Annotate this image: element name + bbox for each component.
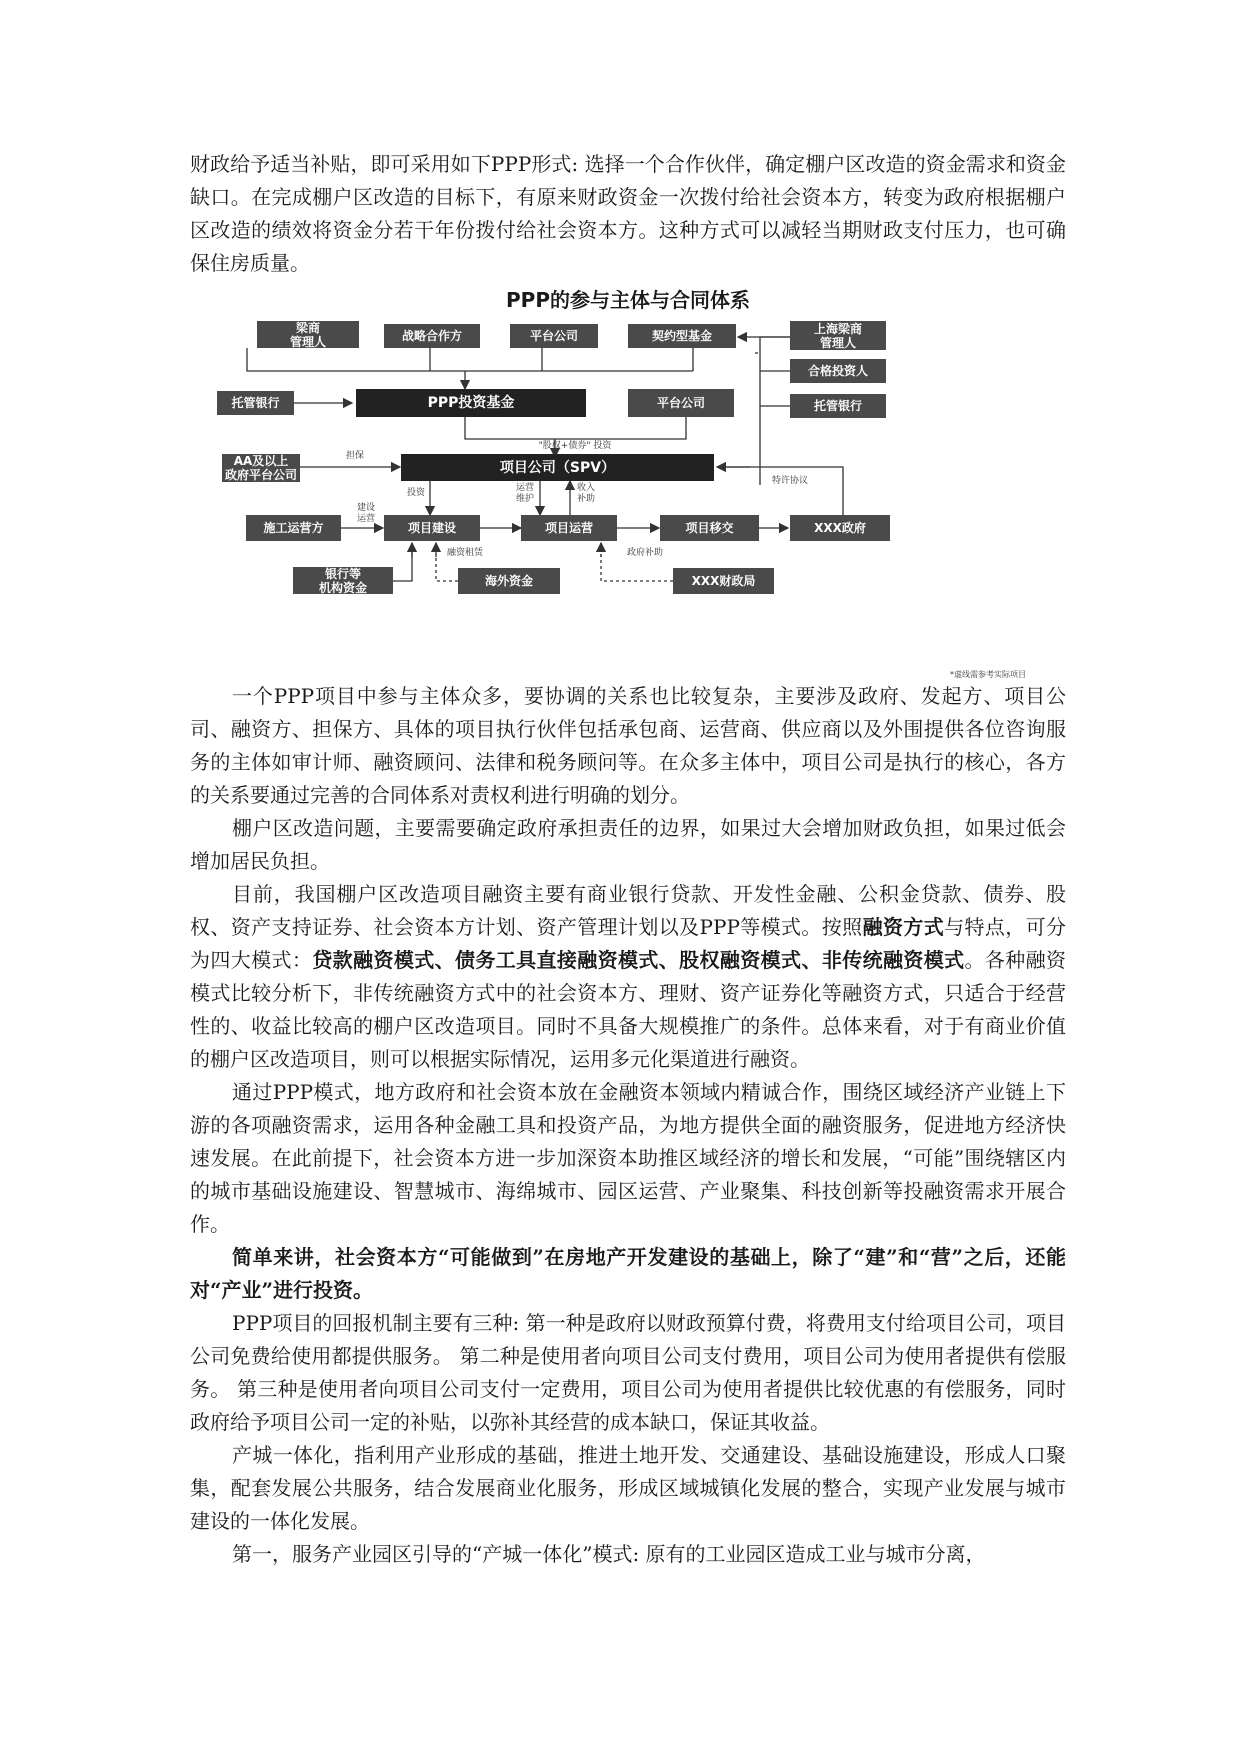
box-construction-operator: 施工运营方 — [246, 515, 341, 541]
box-contract-fund: 契约型基金 — [628, 324, 736, 348]
box-bank-funds: 银行等 机构资金 — [293, 567, 393, 594]
label-gov-subsidy: 政府补助 — [626, 548, 663, 558]
box-ppp-fund: PPP投资基金 — [356, 389, 586, 417]
body-paragraph — [190, 812, 1066, 878]
label-income-subsidy: 收入 补助 — [576, 483, 595, 504]
box-liangshang-manager: 梁商 管理人 — [257, 321, 359, 348]
text-run: 一个PPP项目中参与主体众多，要协调的关系也比较复杂，主要涉及政府、发起方、项目公司、融资方、担保方、具体的项目执行伙伴包括承包商、运营商、供应商以及外围提供各位咨询服务的主体如审计师、融资顾问、法律和税务顾问等。在众多主体中，项目公司是执行的核心，各方的关系要通过完善的合同体系对责权利进行明确的划分。 — [190, 684, 1066, 807]
box-project-transfer: 项目移交 — [660, 515, 759, 541]
bold-run: 简单来讲，社会资本方“可能做到”在房地产开发建设的基础上，除了“建”和“营”之后，还能对“产业”进行投资。 — [190, 1245, 1066, 1302]
label-operation-maintenance: 运营 维护 — [515, 483, 534, 504]
intro-paragraph: 财政给予适当补贴，即可采用如下PPP形式: 选择一个合作伙伴，确定棚户区改造的资金需求和资金缺口。在完成棚户区改造的目标下，有原来财政资金一次拨付给社会资本方，转变为政府根据棚户区改造的绩效将资金分若干年份拨付给社会资本方。这种方式可以减轻当期财政支付压力，也可确保住房质量。 — [190, 152, 1066, 275]
text-run: PPP项目的回报机制主要有三种: 第一种是政府以财政预算付费，将费用支付给项目公司，项目公司免费给使用都提供服务。 第二种是使用者向项目公司支付费用，项目公司为使用者提供有偿服务。 第三种是使用者向项目公司支付一定费用，项目公司为使用者提供比较优惠的有偿服务，同时政府给予项目公司一定的补贴，以弥补其经营的成本缺口，保证其收益。 — [190, 1311, 1066, 1434]
box-custodian-left: 托管银行 — [217, 391, 294, 415]
text-run: 。各种融资模式比较分析下，非传统融资方式中的社会资本方、理财、资产证券化等融资方式，只适合于经营性的、收益比较高的棚户区改造项目。同时不具备大规模推广的条件。总体来看，对于有商业价值的棚户区改造项目，则可以根据实际情况，运用多元化渠道进行融资。 — [190, 948, 1067, 1071]
label-finance-lease: 融资租赁 — [446, 548, 483, 558]
box-strategic-partner: 战略合作方 — [384, 324, 480, 348]
box-aa-platform: AA及以上 政府平台公司 — [222, 454, 300, 482]
body-paragraph — [190, 1439, 1066, 1538]
label-equity-debt: "股权+债券" 投资 — [538, 441, 612, 451]
document-page — [190, 148, 1066, 1571]
box-shanghai-manager: 上海梁商 管理人 — [790, 321, 886, 350]
label-build-operate: 建设 运营 — [356, 503, 375, 524]
connector-top-bus — [247, 348, 693, 371]
box-finance-bureau: XXX财政局 — [673, 568, 774, 594]
box-qualified-investor: 合格投资人 — [790, 359, 886, 383]
text-run: 与特点，可分为四大模式： — [190, 915, 1067, 972]
box-spv: 项目公司（SPV） — [401, 454, 714, 481]
bold-run: 融资方式 — [862, 915, 945, 939]
text-run: 通过PPP模式，地方政府和社会资本放在金融资本领域内精诚合作，围绕区域经济产业链上下游的各项融资需求，运用各种金融工具和投资产品，为地方提供全面的融资服务，促进地方经济快速发展。在此前提下，社会资本方进一步加深资本助推区域经济的增长和发展，“可能”围绕辖区内的城市基础设施建设、智慧城市、海绵城市、园区运营、产业聚集、科技创新等投融资需求开展合作。 — [190, 1080, 1066, 1236]
label-investment: 投资 — [406, 488, 425, 498]
body-paragraph — [190, 1076, 1066, 1241]
box-platform-top: 平台公司 — [510, 324, 598, 348]
label-franchise: 特许协议 — [771, 476, 808, 486]
text-run: 第一，服务产业园区引导的“产城一体化”模式: 原有的工业园区造成工业与城市分离， — [232, 1542, 986, 1566]
box-government: XXX政府 — [790, 515, 890, 541]
body-paragraph — [190, 680, 1066, 812]
body-paragraph — [190, 1538, 1066, 1571]
box-platform-mid: 平台公司 — [628, 389, 734, 417]
box-overseas-funds: 海外资金 — [458, 568, 560, 594]
text-run: 目前，我国棚户区改造项目融资主要有商业银行贷款、开发性金融、公积金贷款、债券、股权、资产支持证券、社会资本方计划、资产管理计划以及PPP等模式。按照 — [190, 882, 1066, 939]
body-paragraph — [190, 1241, 1066, 1307]
text-run: 产城一体化，指利用产业形成的基础，推进土地开发、交通建设、基础设施建设，形成人口聚集，配套发展公共服务，结合发展商业化服务，形成区域城镇化发展的整合，实现产业发展与城市建设的一体化发展。 — [190, 1443, 1066, 1533]
text-run: 棚户区改造问题，主要需要确定政府承担责任的边界，如果过大会增加财政负担，如果过低会增加居民负担。 — [190, 816, 1066, 873]
box-project-operation: 项目运营 — [521, 515, 617, 541]
figure-title: PPP的参与主体与合同体系 — [506, 288, 750, 312]
bold-run: 贷款融资模式、债务工具直接融资模式、股权融资模式、非传统融资模式 — [312, 948, 965, 972]
diagram-footnote: *虚线需参考实际项目 — [950, 670, 1026, 679]
box-project-construction: 项目建设 — [384, 515, 480, 541]
body-paragraphs — [190, 680, 1066, 1571]
diagram-connectors — [190, 321, 1066, 676]
box-custodian-right: 托管银行 — [790, 394, 886, 418]
body-paragraph — [190, 878, 1066, 1076]
label-guarantee: 担保 — [345, 451, 364, 461]
ppp-structure-diagram — [190, 320, 1066, 679]
body-paragraph — [190, 1307, 1066, 1439]
